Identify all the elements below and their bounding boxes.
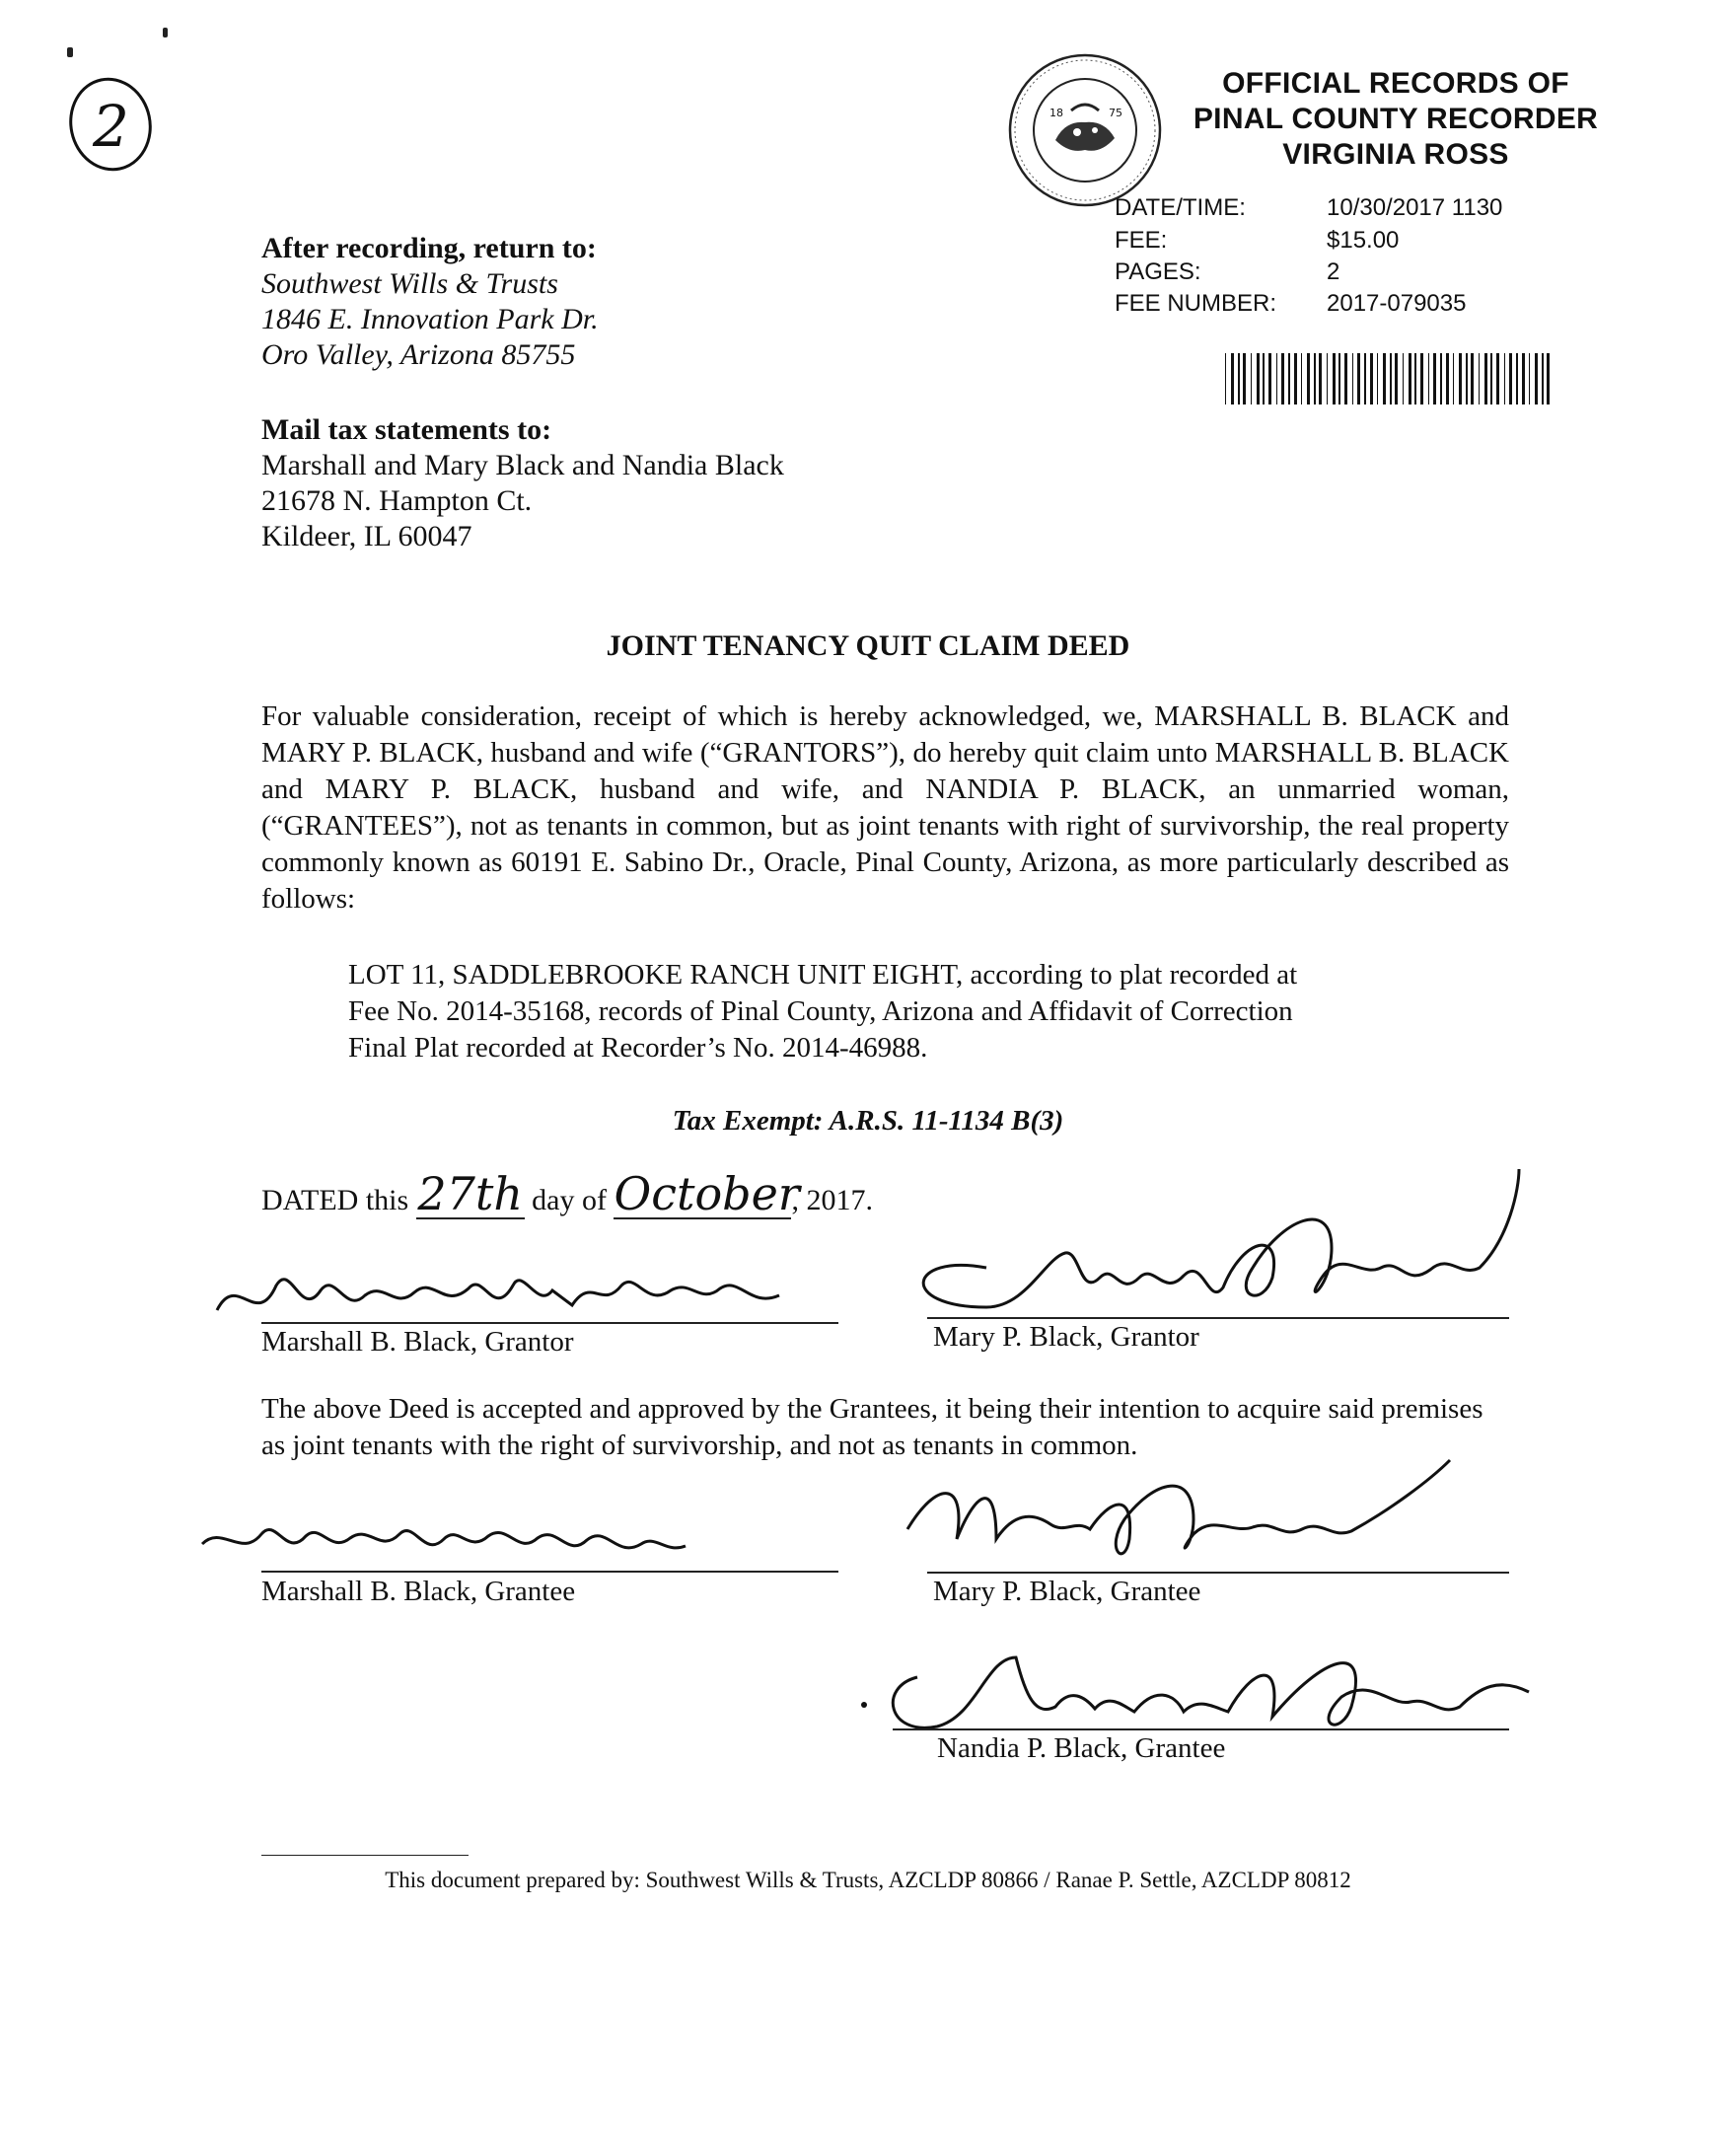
barcode-bar xyxy=(1383,353,1386,404)
barcode-bar xyxy=(1466,353,1468,404)
barcode-bar xyxy=(1225,353,1226,404)
barcode-bar xyxy=(1307,353,1310,404)
grantee-signature-line xyxy=(927,1572,1509,1574)
body-text: ”), do hereby quit claim unto xyxy=(876,737,1215,769)
barcode-bar xyxy=(1314,353,1316,404)
seal-year-right: 75 xyxy=(1109,107,1122,119)
barcode-icon xyxy=(1223,353,1554,404)
grantor-name: MARSHALL B. BLACK xyxy=(1154,700,1457,732)
barcode-bar xyxy=(1364,353,1366,404)
barcode-bar xyxy=(1390,353,1392,404)
grantee-name: MARY P. BLACK xyxy=(325,773,571,805)
return-to-line3: Oro Valley, Arizona 85755 xyxy=(261,338,576,371)
grantor-right-label: Mary P. Black, Grantor xyxy=(933,1321,1199,1353)
recorder-title-line1: OFFICIAL RECORDS OF xyxy=(1222,67,1569,100)
fee-number-value: 2017-079035 xyxy=(1327,290,1467,317)
barcode-bar xyxy=(1459,353,1462,404)
barcode-bar xyxy=(1276,353,1277,404)
return-to-heading: After recording, return to: xyxy=(261,232,597,264)
legal-line2: Fee No. 2014-35168, records of Pinal County, Arizona and Affidavit of Correction xyxy=(348,995,1293,1027)
barcode-bar xyxy=(1257,353,1260,404)
body-text: and xyxy=(261,773,326,805)
mail-to-line3: Kildeer, IL 60047 xyxy=(261,520,472,552)
body-text: and xyxy=(1456,700,1509,732)
body-text: , an unmarried woman, (“ xyxy=(261,773,1509,842)
barcode-bar xyxy=(1522,353,1525,404)
barcode-bar xyxy=(1263,353,1265,404)
grantee-signature-line xyxy=(261,1571,838,1573)
barcode-bar xyxy=(1357,353,1360,404)
prepared-by-note: This document prepared by: Southwest Wills & Trusts, AZCLDP 80866 / Ranae P. Settle, AZCLDP 80812 xyxy=(385,1868,1351,1892)
mail-to-line1: Marshall and Mary Black and Nandia Black xyxy=(261,449,784,481)
fee-number-label: FEE NUMBER: xyxy=(1115,290,1277,317)
grantee-name: MARSHALL B. BLACK xyxy=(1214,737,1509,769)
barcode-bar xyxy=(1446,353,1449,404)
barcode-bar xyxy=(1484,353,1487,404)
page-number-text: 2 xyxy=(93,93,129,160)
barcode-bar xyxy=(1471,353,1474,404)
barcode-bar xyxy=(1243,353,1246,404)
legal-description xyxy=(348,957,1423,1066)
barcode-bar xyxy=(1319,353,1322,404)
barcode-bar xyxy=(1453,353,1454,404)
signature-nandia-grantee xyxy=(858,1618,1568,1746)
barcode-bar xyxy=(1428,353,1429,404)
pages-value: 2 xyxy=(1327,258,1340,285)
day-blank xyxy=(416,1167,525,1220)
acceptance-paragraph: The above Deed is accepted and approved by the Grantees, it being their intention to acquire said premises as joint tenants with the right of survivorship, and not as tenants in common. xyxy=(261,1393,1483,1461)
month-blank xyxy=(614,1167,800,1220)
grantor-signature-line xyxy=(927,1317,1509,1319)
tax-exempt-note: Tax Exempt: A.R.S. 11-1134 B(3) xyxy=(672,1105,1064,1137)
barcode-bar xyxy=(1338,353,1340,404)
mail-to-line2: 21678 N. Hampton Ct. xyxy=(261,484,533,517)
barcode-bar xyxy=(1327,353,1328,404)
pages-label: PAGES: xyxy=(1115,258,1201,285)
dated-prefix: DATED this xyxy=(261,1184,416,1216)
barcode-bar xyxy=(1535,353,1538,404)
dated-line xyxy=(261,1167,873,1220)
barcode-bar xyxy=(1529,353,1530,404)
fee-label: FEE: xyxy=(1115,227,1168,254)
grantee-name: NANDIA P. BLACK xyxy=(925,773,1199,805)
barcode-bar xyxy=(1409,353,1411,404)
grantee-right-label: Mary P. Black, Grantee xyxy=(933,1576,1201,1607)
barcode-bar xyxy=(1509,353,1512,404)
barcode-bar xyxy=(1516,353,1518,404)
barcode-bar xyxy=(1288,353,1290,404)
footer-divider xyxy=(261,1855,469,1856)
grantor-name: MARY P. BLACK xyxy=(261,737,476,769)
barcode-bar xyxy=(1420,353,1423,404)
grantor-signature-line xyxy=(261,1322,838,1324)
scan-mark xyxy=(163,28,168,37)
legal-line3: Final Plat recorded at Recorder’s No. 2014-46988. xyxy=(348,1032,928,1064)
dated-suffix: , 2017. xyxy=(791,1184,873,1216)
recorder-title-line2: PINAL COUNTY RECORDER xyxy=(1193,103,1599,135)
barcode-bar xyxy=(1377,353,1378,404)
barcode-bar xyxy=(1231,353,1234,404)
barcode-bar xyxy=(1542,353,1544,404)
grantors-term: GRANTORS xyxy=(722,737,877,769)
grantees-term: GRANTEES xyxy=(283,810,433,842)
grantee-left-label: Marshall B. Black, Grantee xyxy=(261,1576,576,1607)
body-text: , husband and wife (“ xyxy=(475,737,723,769)
return-to-line1: Southwest Wills & Trusts xyxy=(261,267,558,300)
barcode-bar xyxy=(1414,353,1416,404)
barcode-bar xyxy=(1352,353,1353,404)
handwritten-day: 27th xyxy=(417,1167,523,1220)
barcode-bar xyxy=(1395,353,1398,404)
conveyance-paragraph xyxy=(261,698,1509,918)
county-seal-icon xyxy=(1006,51,1164,209)
grantee-signature-line xyxy=(893,1728,1509,1730)
barcode-bar xyxy=(1433,353,1436,404)
handwritten-month: October xyxy=(614,1167,800,1220)
signature-mary-grantee xyxy=(878,1440,1489,1579)
body-text: For valuable consideration, receipt of which is hereby acknowledged, we, xyxy=(261,700,1155,732)
grantee-third-label: Nandia P. Black, Grantee xyxy=(937,1732,1226,1764)
barcode-bar xyxy=(1294,353,1297,404)
body-text: , husband and wife, and xyxy=(570,773,926,805)
barcode-bar xyxy=(1479,353,1480,404)
barcode-bar xyxy=(1504,353,1505,404)
barcode-bar xyxy=(1344,353,1347,404)
date-time-value: 10/30/2017 1130 xyxy=(1327,194,1503,221)
body-text: ”), not as tenants in common, but as joint tenants with right of survivorship, the real property commonly known as 60191 E. Sabino Dr., Oracle, Pinal County, Arizona, as more particularly described as follows: xyxy=(261,810,1509,915)
barcode-bar xyxy=(1301,353,1302,404)
barcode-bar xyxy=(1370,353,1373,404)
barcode-bar xyxy=(1547,353,1550,404)
barcode-bar xyxy=(1251,353,1252,404)
barcode-bar xyxy=(1496,353,1499,404)
seal-year-left: 18 xyxy=(1049,107,1063,119)
fee-value: $15.00 xyxy=(1327,227,1400,254)
date-time-label: DATE/TIME: xyxy=(1115,194,1246,221)
signature-marshall-grantee xyxy=(192,1505,705,1574)
dated-middle: day of xyxy=(524,1184,615,1216)
legal-line1: LOT 11, SADDLEBROOKE RANCH UNIT EIGHT, according to plat recorded at xyxy=(348,959,1298,991)
grantor-left-label: Marshall B. Black, Grantor xyxy=(261,1326,574,1358)
scan-mark xyxy=(67,47,73,57)
circled-page-number xyxy=(61,69,160,178)
recorder-title-line3: VIRGINIA ROSS xyxy=(1282,138,1509,171)
mail-to-heading: Mail tax statements to: xyxy=(261,413,552,446)
deed-title: JOINT TENANCY QUIT CLAIM DEED xyxy=(606,629,1130,662)
return-to-line2: 1846 E. Innovation Park Dr. xyxy=(261,303,599,335)
barcode-bar xyxy=(1268,353,1271,404)
barcode-bar xyxy=(1333,353,1336,404)
barcode-bar xyxy=(1440,353,1442,404)
barcode-bar xyxy=(1490,353,1492,404)
barcode-bar xyxy=(1238,353,1240,404)
barcode-bar xyxy=(1281,353,1284,404)
barcode-bar xyxy=(1403,353,1404,404)
